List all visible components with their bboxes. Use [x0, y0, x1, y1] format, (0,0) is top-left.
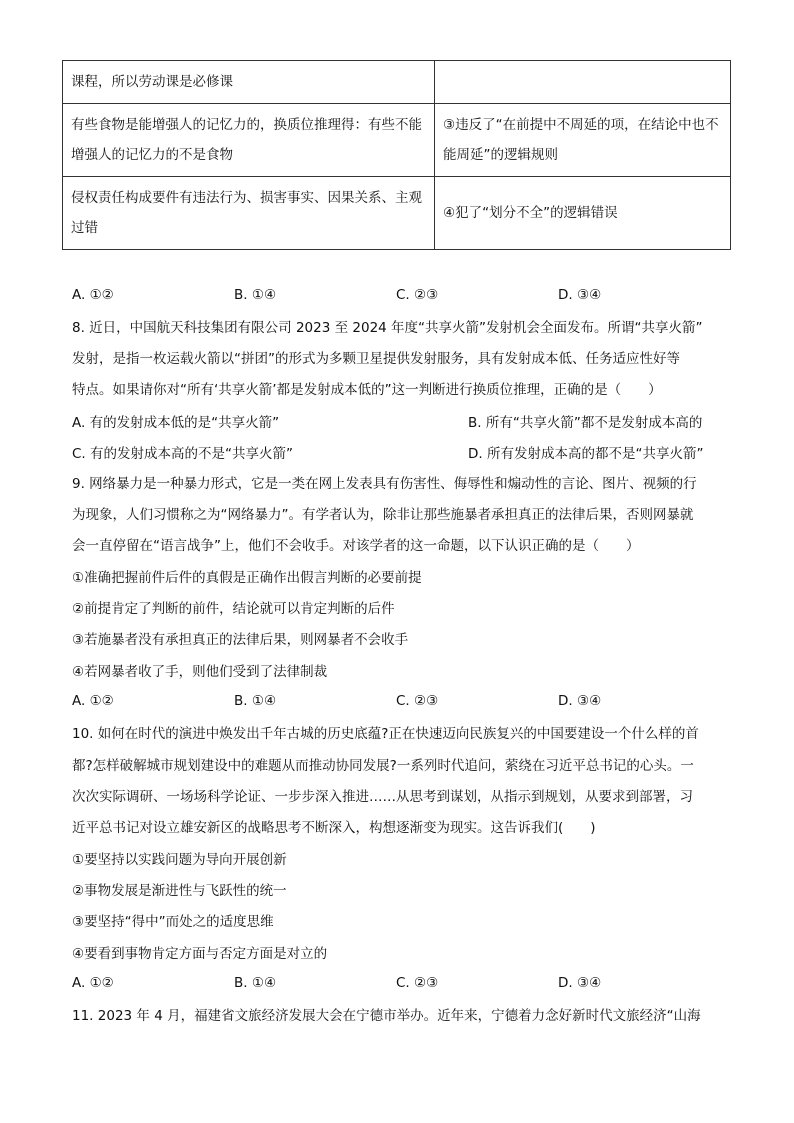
- table-cell: 侵权责任构成要件有违法行为、损害事实、因果关系、主观过错: [63, 177, 435, 250]
- q9-stem-line: 会一直停留在“语言战争”上，他们不会收手。对该学者的这一命题，以下认识正确的是（ ）: [72, 538, 640, 554]
- table-row: [63, 61, 731, 104]
- option-b: B. 所有“共享火箭”都不是发射成本高的: [468, 415, 703, 431]
- table-cell: ③违反了“在前提中不周延的项，在结论中也不能周延”的逻辑规则: [435, 104, 731, 177]
- q8-options-row1: [72, 411, 732, 431]
- q10-item: ④要看到事物肯定方面与否定方面是对立的: [72, 946, 328, 962]
- option-d: D. 所有发射成本高的都不是“共享火箭”: [468, 446, 704, 462]
- q9-stem-line: 9. 网络暴力是一种暴力形式，它是一类在网上发表具有伤害性、侮辱性和煽动性的言论、图片、视频的行: [72, 476, 697, 492]
- q9-item: ②前提肯定了判断的前件，结论就可以肯定判断的后件: [72, 601, 395, 617]
- q7-options: [72, 287, 732, 307]
- table-cell: 有些食物是能增强人的记忆力的，换质位推理得：有些不能增强人的记忆力的不是食物: [63, 104, 435, 177]
- option-a: A. 有的发射成本低的是“共享火箭”: [72, 415, 280, 431]
- option-a: A. ①②: [72, 975, 114, 991]
- q8-stem-line: 发射，是指一枚运载火箭以“拼团”的形式为多颗卫星提供发射服务，具有发射成本低、任务适应性好等: [72, 351, 680, 367]
- q10-item: ③要坚持“得中”而处之的适度思维: [72, 914, 274, 930]
- option-c: C. ②③: [396, 975, 439, 991]
- q10-item: ①要坚持以实践问题为导向开展创新: [72, 852, 287, 868]
- option-b: B. ①④: [234, 975, 277, 991]
- option-b: B. ①④: [234, 693, 277, 709]
- q11-stem-line: 11. 2023 年 4 月，福建省文旅经济发展大会在宁德市举办。近年来，宁德着力念好新时代文旅经济“山海: [72, 1008, 701, 1024]
- q9-stem-line: 为现象，人们习惯称之为“网络暴力”。有学者认为，除非让那些施暴者承担真正的法律后果，否则网暴就: [72, 507, 694, 523]
- q9-item: ④若网暴者收了手，则他们受到了法律制裁: [72, 664, 328, 680]
- q10-stem-line: 近平总书记对设立雄安新区的战略思考不断深入，构想逐渐变为现实。这告诉我们( ): [72, 820, 596, 836]
- q10-stem-line: 10. 如何在时代的演进中焕发出千年古城的历史底蕴?正在快速迈向民族复兴的中国要建设一个什么样的首: [72, 726, 699, 742]
- q10-item: ②事物发展是渐进性与飞跃性的统一: [72, 883, 287, 899]
- table-cell: [435, 61, 731, 104]
- option-b: B. ①④: [234, 287, 277, 303]
- option-c: C. 有的发射成本高的不是“共享火箭”: [72, 446, 293, 462]
- option-c: C. ②③: [396, 693, 439, 709]
- table-cell: ④犯了“划分不全”的逻辑错误: [435, 177, 731, 250]
- table-cell: 课程，所以劳动课是必修课: [63, 61, 435, 104]
- option-c: C. ②③: [396, 287, 439, 303]
- option-a: A. ①②: [72, 693, 114, 709]
- option-d: D. ③④: [558, 975, 602, 991]
- logic-table: [62, 60, 731, 250]
- q10-options: [72, 975, 732, 995]
- option-d: D. ③④: [558, 287, 602, 303]
- q9-options: [72, 693, 732, 713]
- q8-stem-line: 特点。如果请你对“所有‘共享火箭’都是发射成本低的”这一判断进行换质位推理，正确的是（ ）: [72, 382, 662, 398]
- table-row: [63, 177, 731, 250]
- q8-options-row2: [72, 442, 732, 462]
- q9-item: ③若施暴者没有承担真正的法律后果，则网暴者不会收手: [72, 632, 409, 648]
- q10-stem-line: 都?怎样破解城市规划建设中的难题从而推动协同发展?一系列时代追问，萦绕在习近平总书记的心头。一: [72, 758, 694, 774]
- option-d: D. ③④: [558, 693, 602, 709]
- table-row: [63, 104, 731, 177]
- q9-item: ①准确把握前件后件的真假是正确作出假言判断的必要前提: [72, 570, 422, 586]
- q8-stem-line: 8. 近日，中国航天科技集团有限公司 2023 至 2024 年度“共享火箭”发射机会全面发布。所谓“共享火箭”: [72, 320, 703, 336]
- option-a: A. ①②: [72, 287, 114, 303]
- q10-stem-line: 次次实际调研、一场场科学论证、一步步深入推进……从思考到谋划，从指示到规划，从要求到部署，习: [72, 789, 693, 805]
